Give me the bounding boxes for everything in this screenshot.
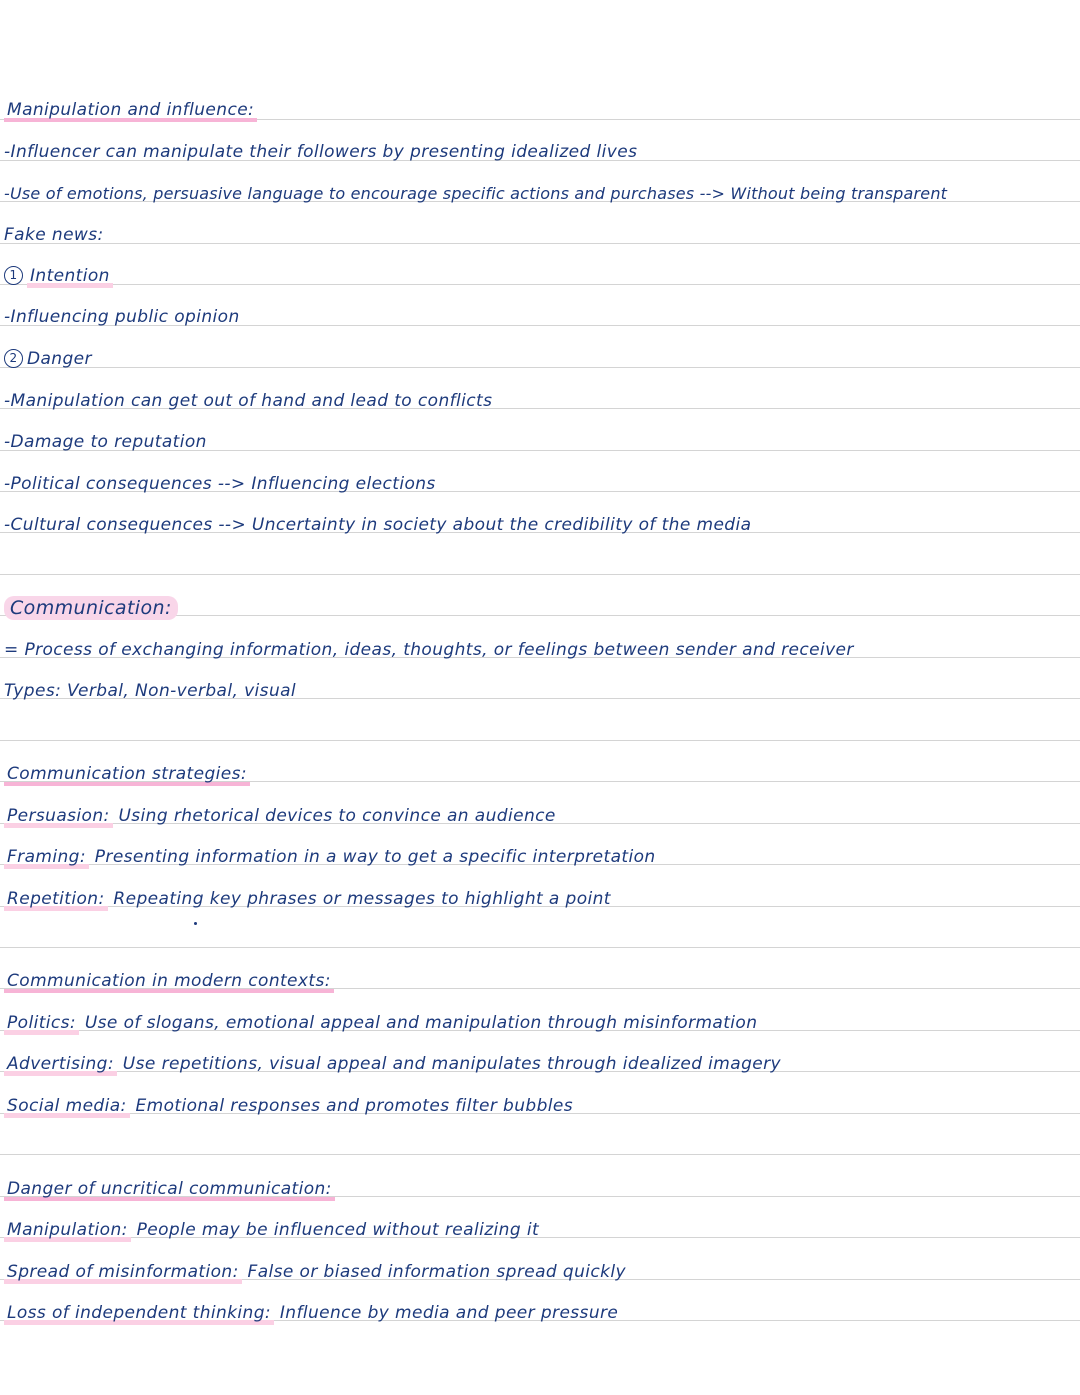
definition-text: Use of slogans, emotional appeal and manipulation through misinformation <box>79 1013 758 1033</box>
circled-number-2: 2 <box>4 349 23 368</box>
note-line <box>4 510 751 540</box>
note-text: = Process of exchanging information, ideas, thoughts, or feelings between sender and receiver <box>4 640 854 660</box>
ruled-line <box>0 367 1080 368</box>
note-line <box>4 635 854 665</box>
ink-dot <box>194 922 197 925</box>
definition-line <box>4 1215 539 1245</box>
definition-line <box>4 1091 573 1121</box>
section-heading-uncritical <box>4 1174 335 1204</box>
ruled-line <box>0 740 1080 741</box>
term-label: Persuasion: <box>4 804 113 828</box>
note-text: -Influencing public opinion <box>4 307 240 327</box>
definition-text: Using rhetorical devices to convince an audience <box>112 806 556 826</box>
term-label: Manipulation: <box>4 1218 131 1242</box>
definition-text: Presenting information in a way to get a specific interpretation <box>88 847 656 867</box>
heading-text: Fake news: <box>4 225 104 245</box>
ruled-line <box>0 574 1080 575</box>
term-label: Loss of independent thinking: <box>4 1301 274 1325</box>
heading-text: Danger of uncritical communication: <box>4 1177 335 1201</box>
note-text: -Influencer can manipulate their followers by presenting idealized lives <box>4 142 638 162</box>
note-text: -Damage to reputation <box>4 432 207 452</box>
definition-line <box>4 842 656 872</box>
point-label: Intention <box>27 264 113 288</box>
definition-text: Emotional responses and promotes filter bubbles <box>129 1096 573 1116</box>
note-line <box>4 179 947 209</box>
term-label: Framing: <box>4 845 89 869</box>
definition-line <box>4 884 611 914</box>
ruled-line <box>0 284 1080 285</box>
section-heading-modern-contexts <box>4 966 334 996</box>
ruled-line <box>0 947 1080 948</box>
heading-text: Communication in modern contexts: <box>4 969 334 993</box>
definition-line <box>4 1008 757 1038</box>
note-text: Types: Verbal, Non-verbal, visual <box>4 681 297 701</box>
section-heading-manipulation <box>4 95 257 125</box>
term-label: Advertising: <box>4 1052 117 1076</box>
ruled-line <box>0 1154 1080 1155</box>
circled-number-1: 1 <box>4 266 23 285</box>
note-text: -Political consequences --> Influencing elections <box>4 474 436 494</box>
note-line <box>4 676 296 706</box>
numbered-point-danger <box>4 344 92 374</box>
definition-text: Use repetitions, visual appeal and manipulates through idealized imagery <box>117 1054 781 1074</box>
term-label: Repetition: <box>4 887 108 911</box>
definition-line <box>4 1298 618 1328</box>
term-label: Politics: <box>4 1011 79 1035</box>
section-heading-strategies <box>4 759 250 789</box>
note-line <box>4 469 436 499</box>
definition-text: False or biased information spread quickly <box>241 1262 626 1282</box>
numbered-point-intention <box>4 261 113 291</box>
note-text: -Manipulation can get out of hand and lead to conflicts <box>4 391 493 411</box>
definition-text: Repeating key phrases or messages to highlight a point <box>107 889 611 909</box>
definition-line <box>4 1257 626 1287</box>
term-label: Spread of misinformation: <box>4 1260 242 1284</box>
note-text: -Use of emotions, persuasive language to encourage specific actions and purchases --> Without being transparent <box>4 184 948 203</box>
section-heading-communication <box>4 593 178 623</box>
note-line <box>4 302 240 332</box>
heading-text: Communication: <box>4 596 178 620</box>
note-line <box>4 386 492 416</box>
ruled-line <box>0 243 1080 244</box>
term-label: Social media: <box>4 1094 130 1118</box>
point-label: Danger <box>27 349 92 369</box>
definition-line <box>4 801 556 831</box>
definition-line <box>4 1049 781 1079</box>
definition-text: Influence by media and peer pressure <box>274 1303 619 1323</box>
note-line <box>4 427 207 457</box>
heading-text: Communication strategies: <box>4 762 250 786</box>
section-heading-fake-news <box>4 220 104 250</box>
note-line <box>4 137 637 167</box>
definition-text: People may be influenced without realizing it <box>130 1220 540 1240</box>
note-text: -Cultural consequences --> Uncertainty in society about the credibility of the media <box>4 515 752 535</box>
heading-text: Manipulation and influence: <box>4 98 257 122</box>
